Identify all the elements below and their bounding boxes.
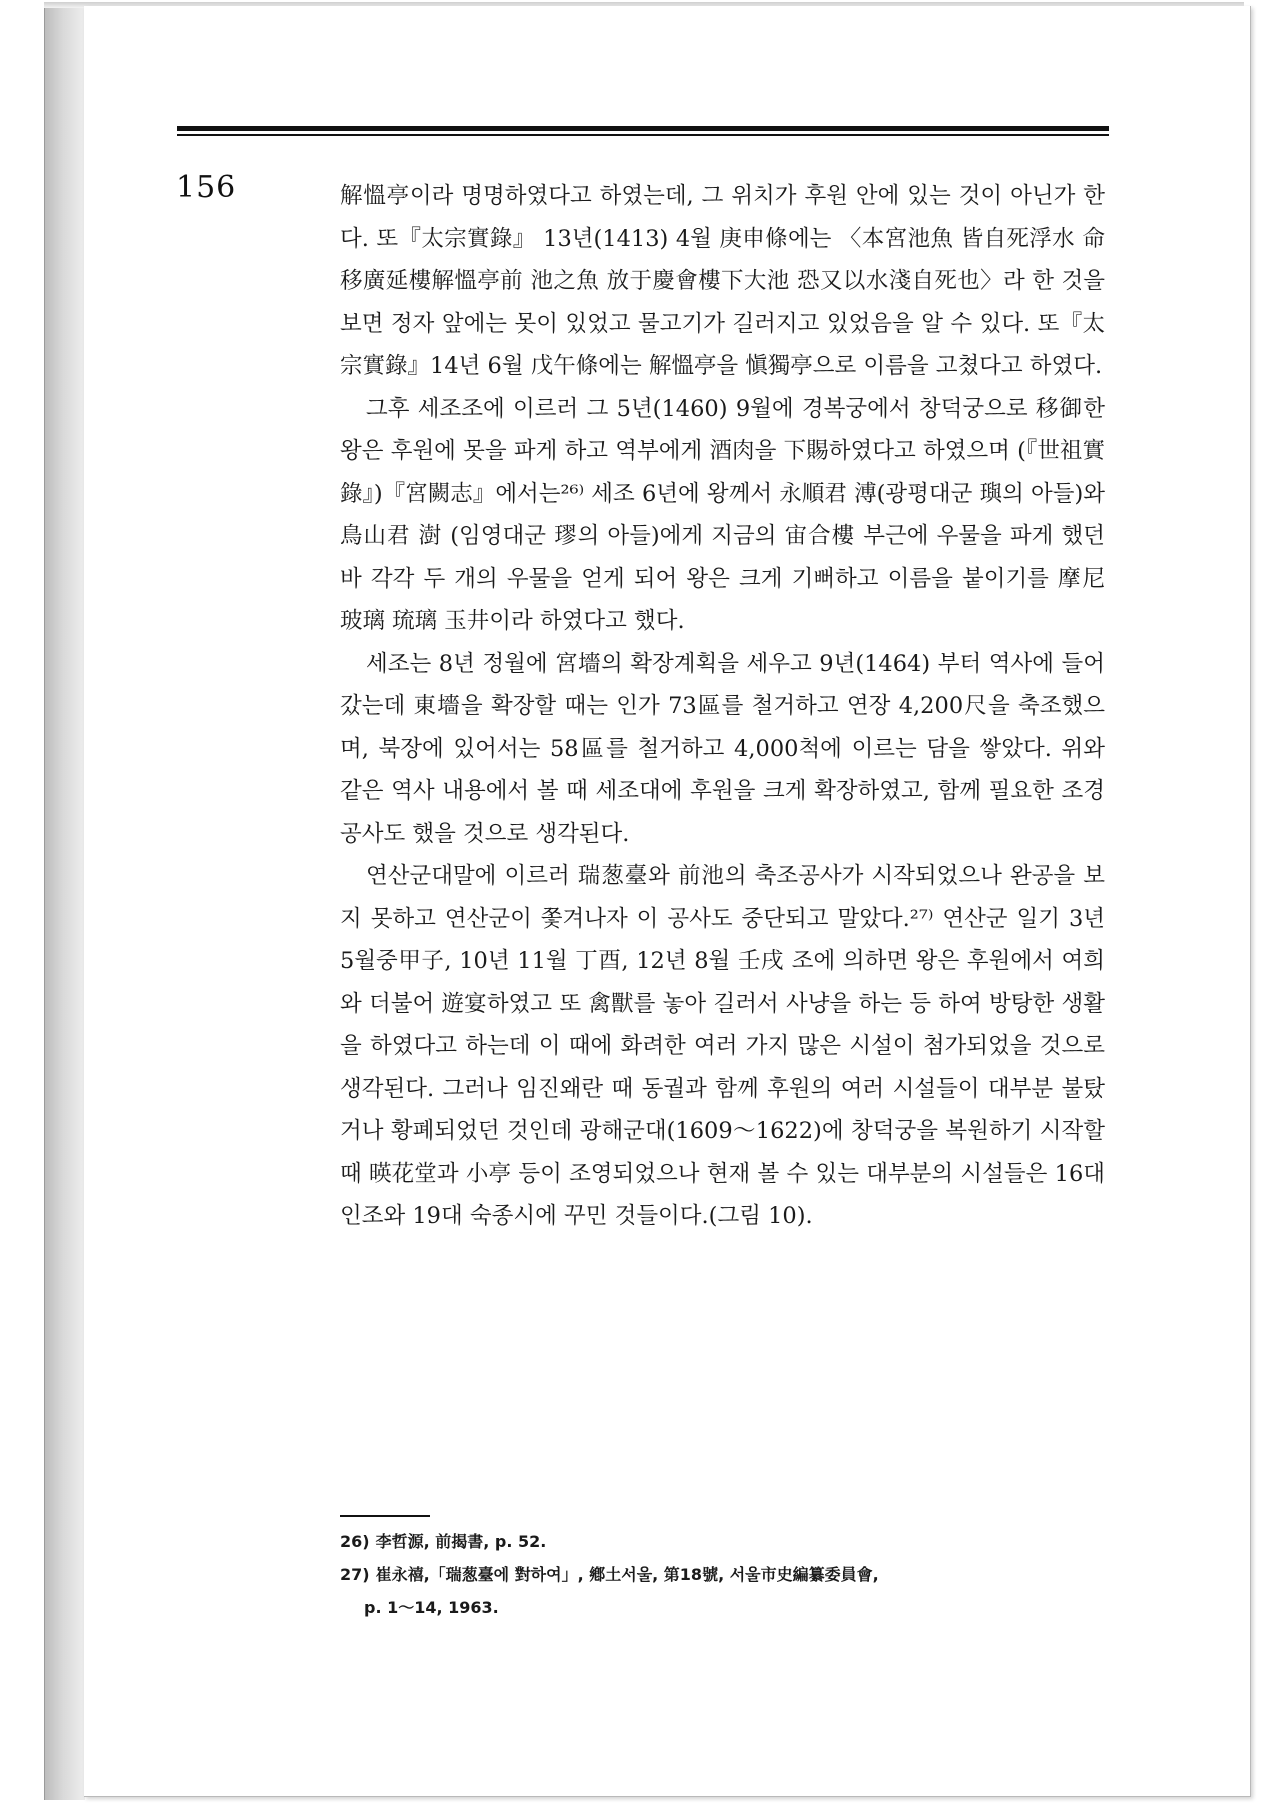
body-text	[340, 175, 1105, 1238]
paragraph-4: 연산군대말에 이르러 瑞葱臺와 前池의 축조공사가 시작되었으나 완공을 보지 못하고 연산군이 쫓겨나자 이 공사도 중단되고 말았다.²⁷⁾ 연산군 일기 3년 5월중甲子, 10년 11월 丁酉, 12년 8월 壬戌 조에 의하면 왕은 후원에서 여희와 더불어 遊宴하였고 또 禽獸를 놓아 길러서 사냥을 하는 등 하여 방탕한 생활을 하였다고 하는데 이 때에 화려한 여러 가지 많은 시설이 첨가되었을 것으로 생각된다. 그러나 임진왜란 때 동궐과 함께 후원의 여러 시설들이 대부분 불탔거나 황폐되었던 것인데 광해군대(1609～1622)에 창덕궁을 복원하기 시작할 때 暎花堂과 小亭 등이 조영되었으나 현재 볼 수 있는 대부분의 시설들은 16대 인조와 19대 숙종시에 꾸민 것들이다.(그림 10).	[340, 863, 1105, 1229]
paragraph-2: 그후 세조조에 이르러 그 5년(1460) 9월에 경복궁에서 창덕궁으로 移御한 왕은 후원에 못을 파게 하고 역부에게 酒肉을 下賜하였다고 하였으며 (『世祖實錄』)『宮闕志』에서는²⁶⁾ 세조 6년에 왕께서 永順君 溥(광평대군 璵의 아들)와 鳥山君 澍 (임영대군 璆의 아들)에게 지금의 宙合樓 부근에 우물을 파게 했던 바 각각 두 개의 우물을 얻게 되어 왕은 크게 기뻐하고 이름을 붙이기를 摩尼 玻璃 琉璃 玉井이라 하였다고 했다.	[340, 395, 1105, 634]
footnote-number: 26)	[340, 1532, 370, 1551]
footnote-27	[340, 1558, 1120, 1591]
paragraph-3: 세조는 8년 정월에 宮墻의 확장계획을 세우고 9년(1464) 부터 역사에 들어 갔는데 東墻을 확장할 때는 인가 73區를 철거하고 연장 4,200尺을 축조했으며, 북장에 있어서는 58區를 철거하고 4,000척에 이르는 담을 쌓았다. 위와 같은 역사 내용에서 볼 때 세조대에 후원을 크게 확장하였고, 함께 필요한 조경공사도 했을 것으로 생각된다.	[340, 650, 1105, 847]
footnote-separator	[340, 1515, 430, 1517]
header-rule-thin	[177, 134, 1109, 136]
footnotes	[340, 1525, 1120, 1624]
footnote-text: 崔永禧,「瑞葱臺에 對하여」, 鄕土서울, 第18號, 서울市史編纂委員會,	[375, 1565, 879, 1584]
page-number: 156	[176, 170, 237, 205]
footnote-number: 27)	[340, 1565, 370, 1584]
footnote-26	[340, 1525, 1120, 1558]
paragraph-1: 解慍亭이라 명명하였다고 하였는데, 그 위치가 후원 안에 있는 것이 아닌가 한다. 또『太宗實錄』 13년(1413) 4월 庚申條에는 〈本宮池魚 皆自死浮水 命移廣延樓解慍亭前 池之魚 放于慶會樓下大池 恐又以水淺自死也〉라 한 것을 보면 정자 앞에는 못이 있었고 물고기가 길러지고 있었음을 알 수 있다. 또『太宗實錄』14년 6월 戊午條에는 解慍亭을 愼獨亭으로 이름을 고쳤다고 하였다.	[340, 183, 1105, 379]
header-rule-thick	[177, 126, 1109, 131]
book-spine-edge	[44, 6, 85, 1800]
footnote-text: 李哲源, 前揭書, p. 52.	[375, 1532, 547, 1551]
footnote-27-continuation: p. 1～14, 1963.	[364, 1598, 499, 1617]
